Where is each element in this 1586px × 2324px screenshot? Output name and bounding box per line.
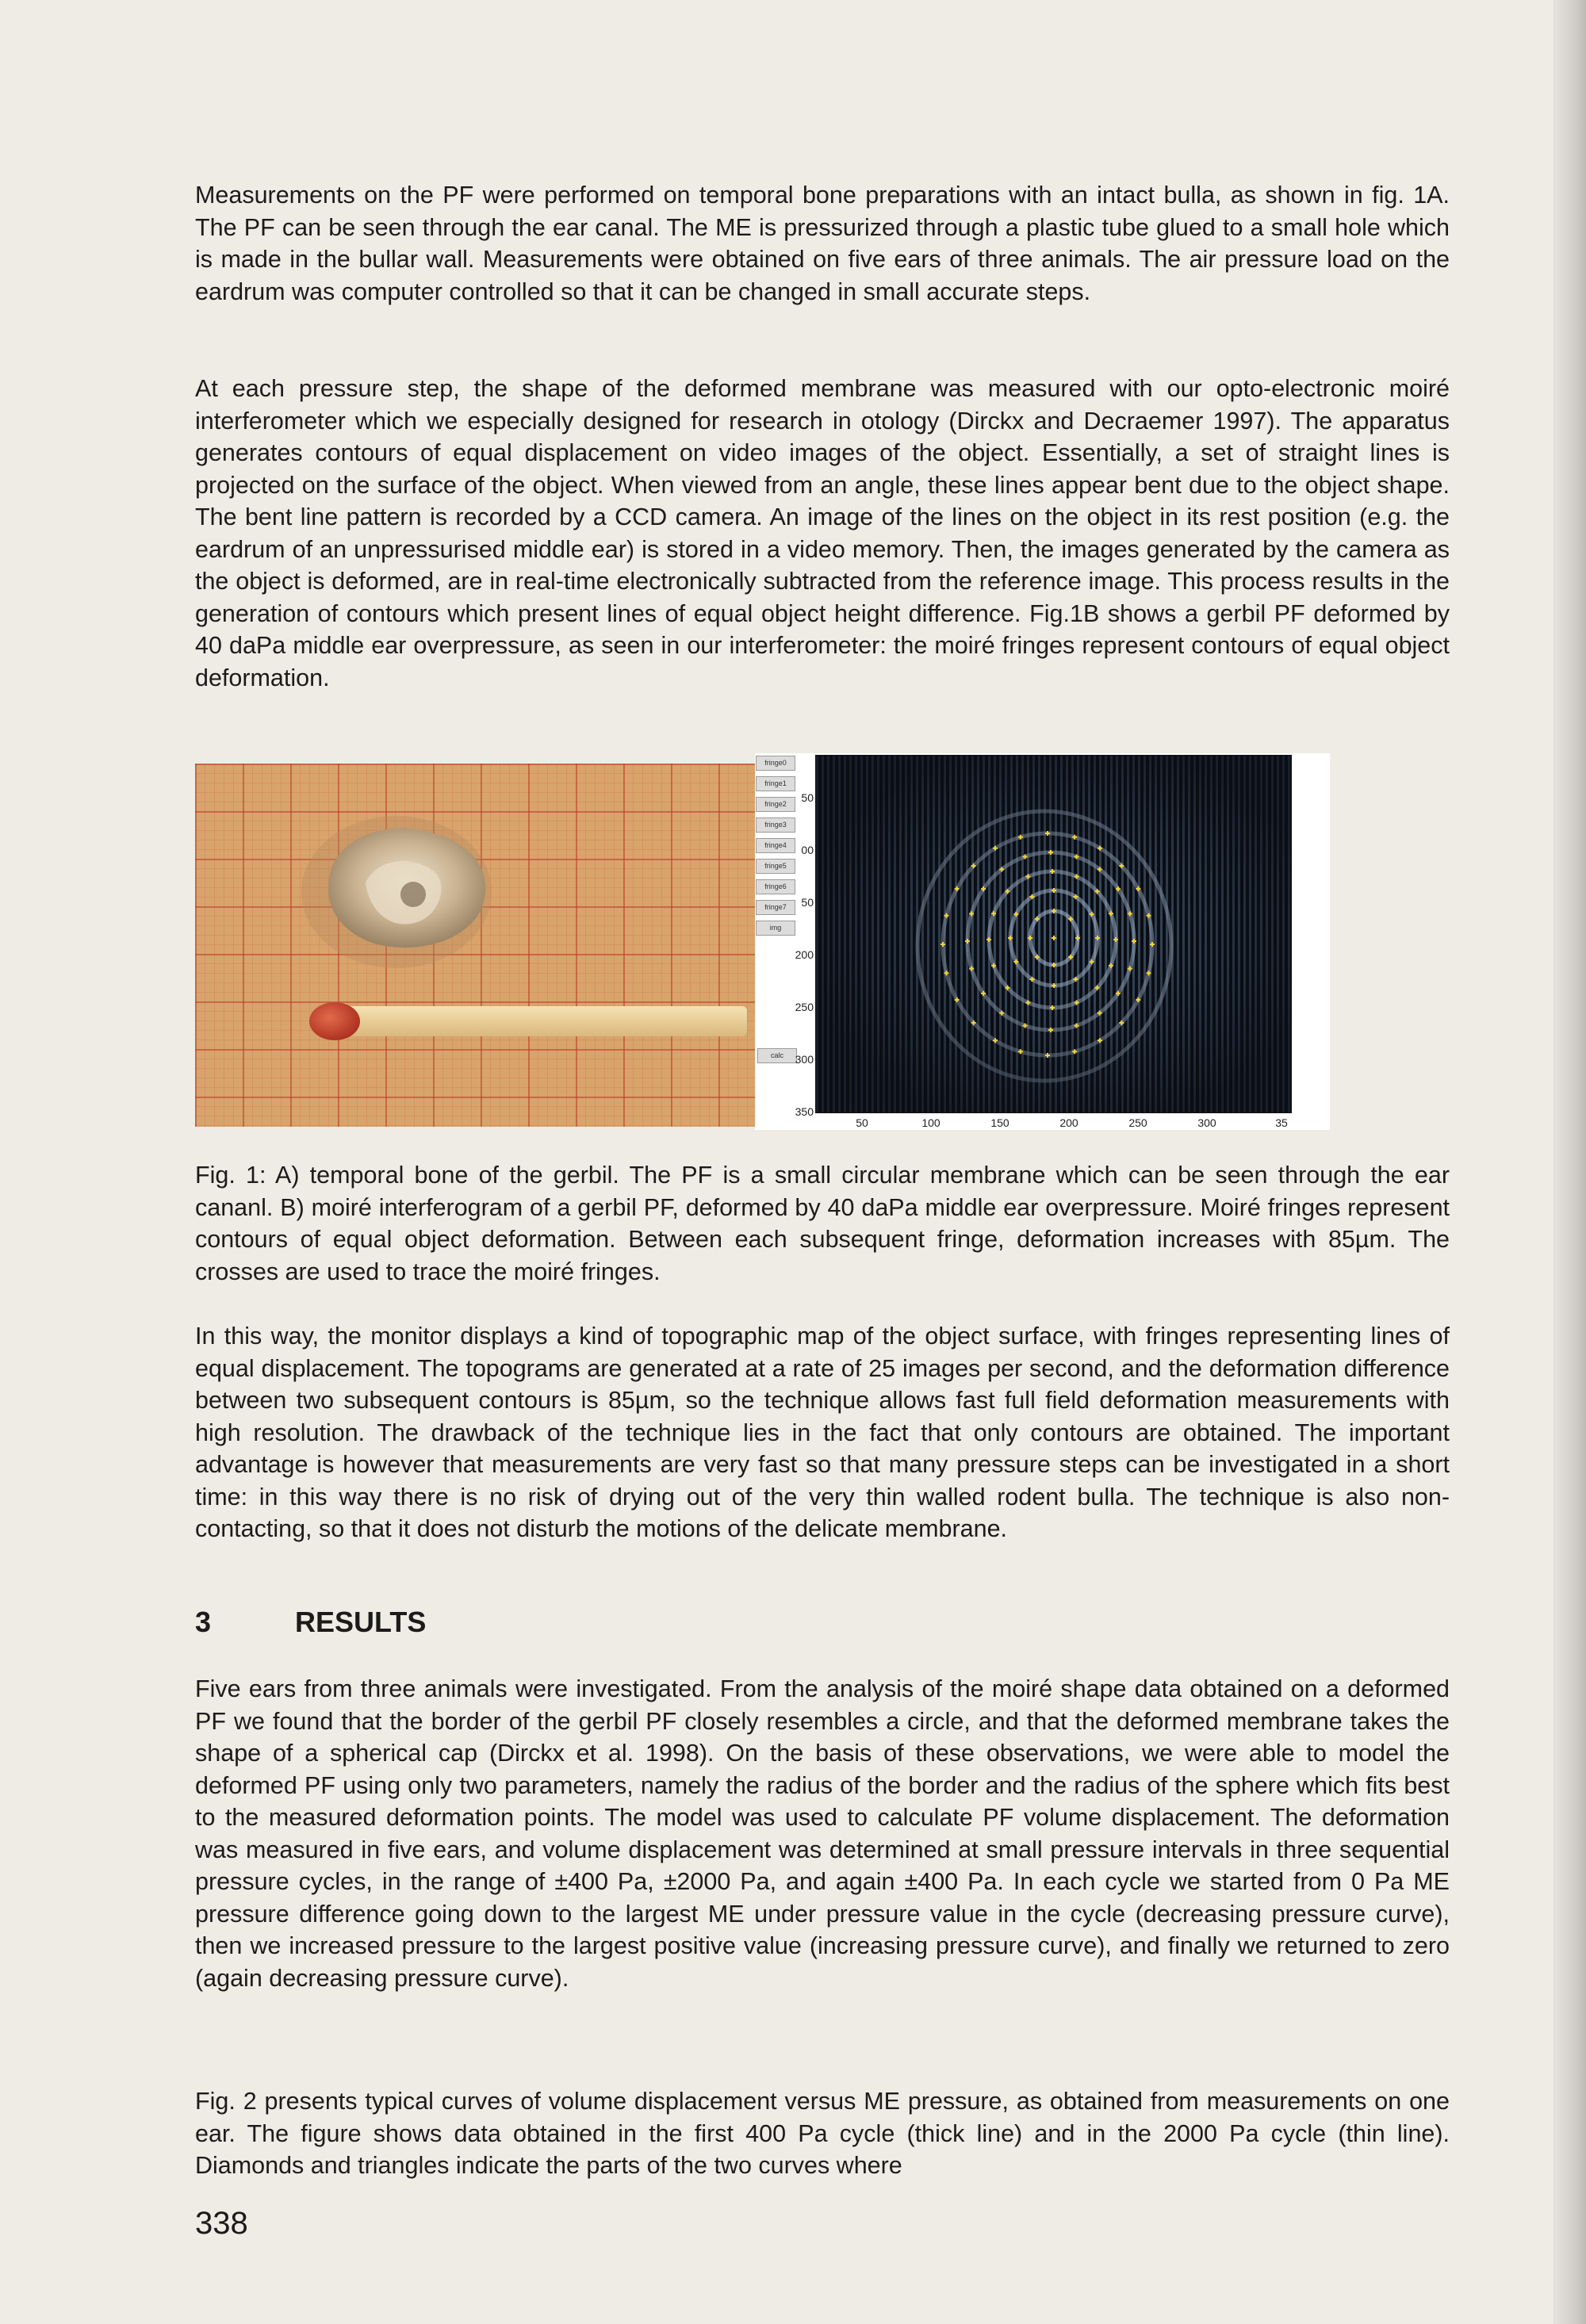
fringe2-button[interactable]: fringe2: [756, 797, 795, 812]
y-tick-label: 200: [795, 948, 814, 961]
figure-1a-temporal-bone-photo: [195, 764, 755, 1127]
paragraph-methods-2: At each pressure step, the shape of the deformed membrane was measured with our opto-electronic moiré interferometer which we especially designed for research in otology (Dirckx and Decraemer 1997). The apparatus generates contours of equal displacement on video images of the object. Essentially, a set of straight lines is projected on the surface of the object. When viewed from an angle, these lines appear bent due to the object shape. The bent line pattern is recorded by a CCD camera. An image of the lines on the object in its rest position (e.g. the eardrum of an unpressurised middle ear) is stored in a video memory. Then, the images generated by the camera as the object is deformed, are in real-time electronically subtracted from the reference image. This process results in the generation of contours which present lines of equal object height difference. Fig.1B shows a gerbil PF deformed by 40 daPa middle ear overpressure, as seen in our interferometer: the moiré fringes represent contours of equal object deformation.: [195, 375, 1450, 691]
fringe4-button[interactable]: fringe4: [756, 838, 795, 853]
section-heading-results: [195, 1606, 426, 1639]
paragraph-results-1: Five ears from three animals were investigated. From the analysis of the moiré shape data obtained on a deformed PF we found that the border of the gerbil PF closely resembles a circle, and that the deformed membrane takes the shape of a spherical cap (Dirckx et al. 1998). On the basis of these observations, we were able to model the deformed PF using only two parameters, namely the radius of the border and the radius of the sphere which fits best to the measured deformation points. The model was used to calculate PF volume displacement. The deformation was measured in five ears, and volume displacement was determined at small pressure intervals in three sequential pressure cycles, in the range of ±400 Pa, ±2000 Pa, and again ±400 Pa. In each cycle we started from 0 Pa ME pressure difference going down to the largest ME under pressure value in the cycle (decreasing pressure curve), then we increased pressure to the largest positive value (increasing pressure curve), and finally we returned to zero (again decreasing pressure curve).: [195, 1675, 1450, 1992]
paragraph-methods-3: In this way, the monitor displays a kind of topographic map of the object surface, with fringes representing lines of equal displacement. The topograms are generated at a rate of 25 images per second, and the deformation difference between two subsequent contours is 85µm, so the technique allows fast full field deformation measurements with high resolution. The drawback of the technique lies in the fact that only contours are obtained. The important advantage is however that measurements are very fast so that many pressure steps can be investigated in a short time: in this way there is no risk of drying out of the very thin walled rodent bulla. The technique is also non-contacting, so that it does not disturb the motions of the delicate membrane.: [195, 1323, 1450, 1542]
y-tick-label: 00: [801, 844, 814, 856]
section-number: 3: [195, 1606, 212, 1638]
y-tick-label: 350: [795, 1105, 814, 1118]
paragraph-results-2: Fig. 2 presents typical curves of volume displacement versus ME pressure, as obtained from measurements on one ear. The figure shows data obtained in the first 400 Pa cycle (thick line) and in the 2000 Pa cycle (thin line). Diamonds and triangles indicate the parts of the two curves where: [195, 2088, 1450, 2179]
x-tick-label: 100: [921, 1116, 940, 1129]
paragraph-methods-1: Measurements on the PF were performed on temporal bone preparations with an intact bulla, as shown in fig. 1A. The PF can be seen through the ear canal. The ME is pressurized through a plastic tube glued to a small hole which is made in the bullar wall. Measurements were obtained on five ears of three animals. The air pressure load on the eardrum was computer controlled so that it can be changed in small accurate steps.: [195, 182, 1450, 305]
temporal-bone-photo-drawing: [195, 764, 755, 1127]
y-tick-label: 250: [795, 1001, 814, 1013]
page-number: 338: [195, 2206, 248, 2241]
x-tick-label: 35: [1275, 1116, 1288, 1129]
match-head: [309, 1002, 360, 1040]
fringe1-button[interactable]: fringe1: [756, 776, 795, 791]
figure-1-caption: Fig. 1: A) temporal bone of the gerbil. The PF is a small circular membrane which can be seen through the ear cananl. B) moiré interferogram of a gerbil PF, deformed by 40 daPa middle ear overpressure. Moiré fringes represent contours of equal object deformation. Between each subsequent fringe, deformation increases with 85µm. The crosses are used to trace the moiré fringes.: [195, 1162, 1450, 1285]
fringe0-button[interactable]: fringe0: [756, 756, 795, 771]
fringe7-button[interactable]: fringe7: [756, 900, 795, 915]
interferogram-plot-area: [815, 755, 1292, 1113]
x-tick-label: 250: [1128, 1116, 1147, 1129]
vignette: [816, 756, 1291, 1112]
figure-1b-moire-interferogram: [755, 753, 1330, 1130]
x-tick-label: 200: [1059, 1116, 1078, 1129]
x-tick-label: 150: [990, 1116, 1009, 1129]
interferogram-image: [816, 756, 1291, 1112]
calc-button[interactable]: calc: [757, 1048, 797, 1063]
y-tick-label: 50: [801, 896, 814, 909]
fringe3-button[interactable]: fringe3: [756, 817, 795, 833]
ear-canal: [400, 882, 426, 907]
x-tick-label: 300: [1197, 1116, 1216, 1129]
x-tick-label: 50: [856, 1116, 868, 1129]
fringe6-button[interactable]: fringe6: [756, 879, 795, 894]
y-tick-label: 300: [795, 1053, 814, 1066]
img-button[interactable]: img: [756, 921, 795, 936]
y-tick-label: 50: [801, 791, 814, 804]
page-edge-shadow: [1553, 0, 1586, 2324]
section-title: RESULTS: [295, 1606, 427, 1638]
fringe5-button[interactable]: fringe5: [756, 859, 795, 874]
match-stick: [335, 1006, 747, 1036]
